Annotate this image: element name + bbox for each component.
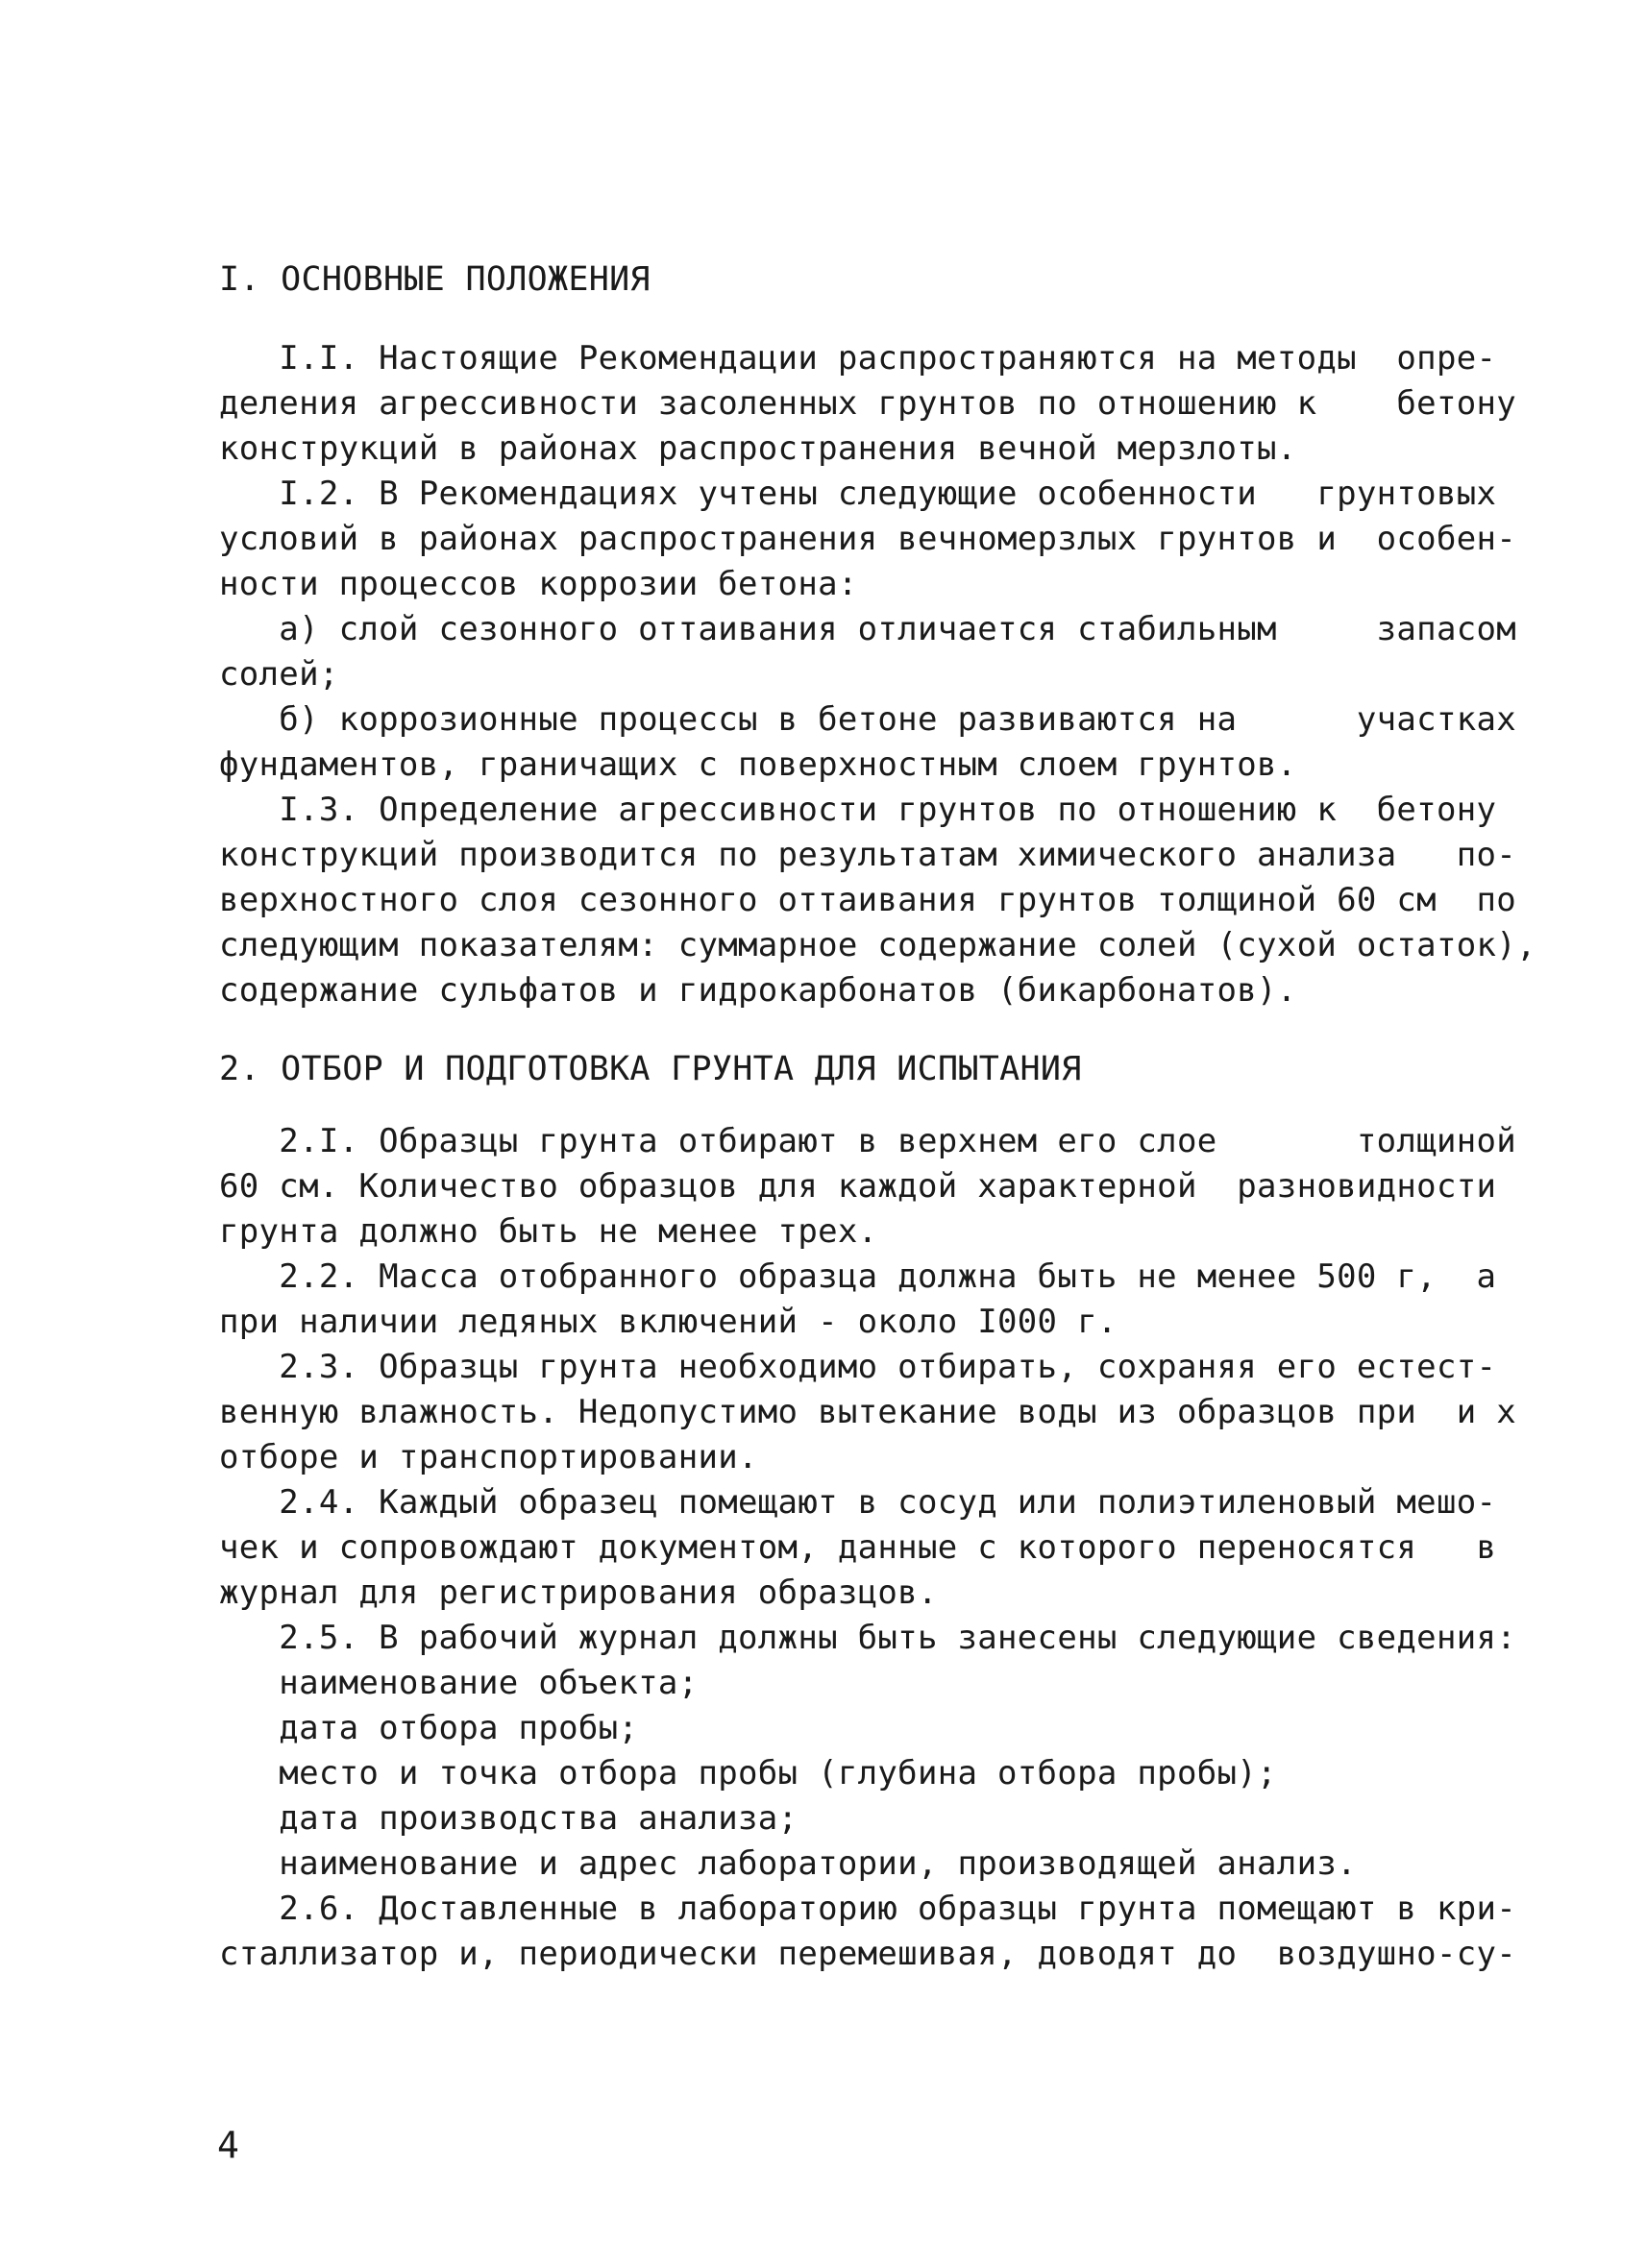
paragraph-line: 2.2. Масса отобранного образца должна быть не менее 500 г, а (219, 1257, 1497, 1296)
paragraph-line: 2.I. Образцы грунта отбирают в верхнем его слое толщиной (219, 1122, 1517, 1160)
list-item: место и точка отбора пробы (глубина отбора пробы); (219, 1754, 1277, 1792)
paragraph-line: солей; (219, 655, 339, 694)
paragraph-line: 2.3. Образцы грунта необходимо отбирать, сохраняя его естест- (219, 1348, 1497, 1386)
paragraph-line: сталлизатор и, периодически перемешивая, доводят до воздушно-су- (219, 1935, 1517, 1973)
paragraph-line: I.2. В Рекомендациях учтены следующие особенности грунтовых (219, 475, 1497, 513)
list-item: дата отбора пробы; (219, 1709, 639, 1747)
paragraph-line: I.I. Настоящие Рекомендации распространяются на методы опре- (219, 339, 1497, 378)
paragraph-line: отборе и транспортировании. (219, 1438, 758, 1476)
paragraph-line: грунта должно быть не менее трех. (219, 1212, 878, 1251)
page-number: 4 (217, 2124, 239, 2166)
paragraph-line: I.3. Определение агрессивности грунтов по отношению к бетону (219, 791, 1497, 829)
paragraph-line: венную влажность. Недопустимо вытекание воды из образцов при и х (219, 1393, 1517, 1431)
paragraph-line: условий в районах распространения вечномерзлых грунтов и особен- (219, 520, 1517, 558)
paragraph-line: следующим показателям: суммарное содержание солей (сухой остаток), (219, 926, 1536, 964)
paragraph-line: 2.4. Каждый образец помещают в сосуд или полиэтиленовый мешо- (219, 1483, 1497, 1522)
paragraph-line: верхностного слоя сезонного оттаивания грунтов толщиной 60 см по (219, 881, 1517, 919)
section-1-heading: I. ОСНОВНЫЕ ПОЛОЖЕНИЯ (219, 260, 651, 299)
list-item: дата производства анализа; (219, 1799, 798, 1838)
paragraph-line: 2.6. Доставленные в лабораторию образцы грунта помещают в кри- (219, 1890, 1517, 1928)
list-item: наименование и адрес лаборатории, производящей анализ. (219, 1844, 1357, 1883)
paragraph-line: деления агрессивности засоленных грунтов по отношению к бетону (219, 384, 1517, 423)
section-2-heading: 2. ОТБОР И ПОДГОТОВКА ГРУНТА ДЛЯ ИСПЫТАНИЯ (219, 1050, 1082, 1088)
paragraph-line: содержание сульфатов и гидрокарбонатов (бикарбонатов). (219, 971, 1297, 1010)
list-item: наименование объекта; (219, 1664, 699, 1702)
paragraph-line: журнал для регистрирования образцов. (219, 1573, 938, 1612)
paragraph-line: чек и сопровождают документом, данные с которого переносятся в (219, 1528, 1497, 1567)
paragraph-line: фундаментов, граничащих с поверхностным слоем грунтов. (219, 745, 1297, 784)
paragraph-line: 60 см. Количество образцов для каждой характерной разновидности (219, 1167, 1497, 1206)
paragraph-line: конструкций производится по результатам химического анализа по- (219, 836, 1517, 874)
paragraph-line: конструкций в районах распространения вечной мерзлоты. (219, 429, 1297, 468)
paragraph-line: ности процессов коррозии бетона: (219, 565, 858, 603)
paragraph-line: при наличии ледяных включений - около I000 г. (219, 1303, 1118, 1341)
paragraph-line: б) коррозионные процессы в бетоне развиваются на участках (219, 700, 1517, 739)
paragraph-line: а) слой сезонного оттаивания отличается стабильным запасом (219, 610, 1517, 648)
paragraph-line: 2.5. В рабочий журнал должны быть занесены следующие сведения: (219, 1619, 1517, 1657)
